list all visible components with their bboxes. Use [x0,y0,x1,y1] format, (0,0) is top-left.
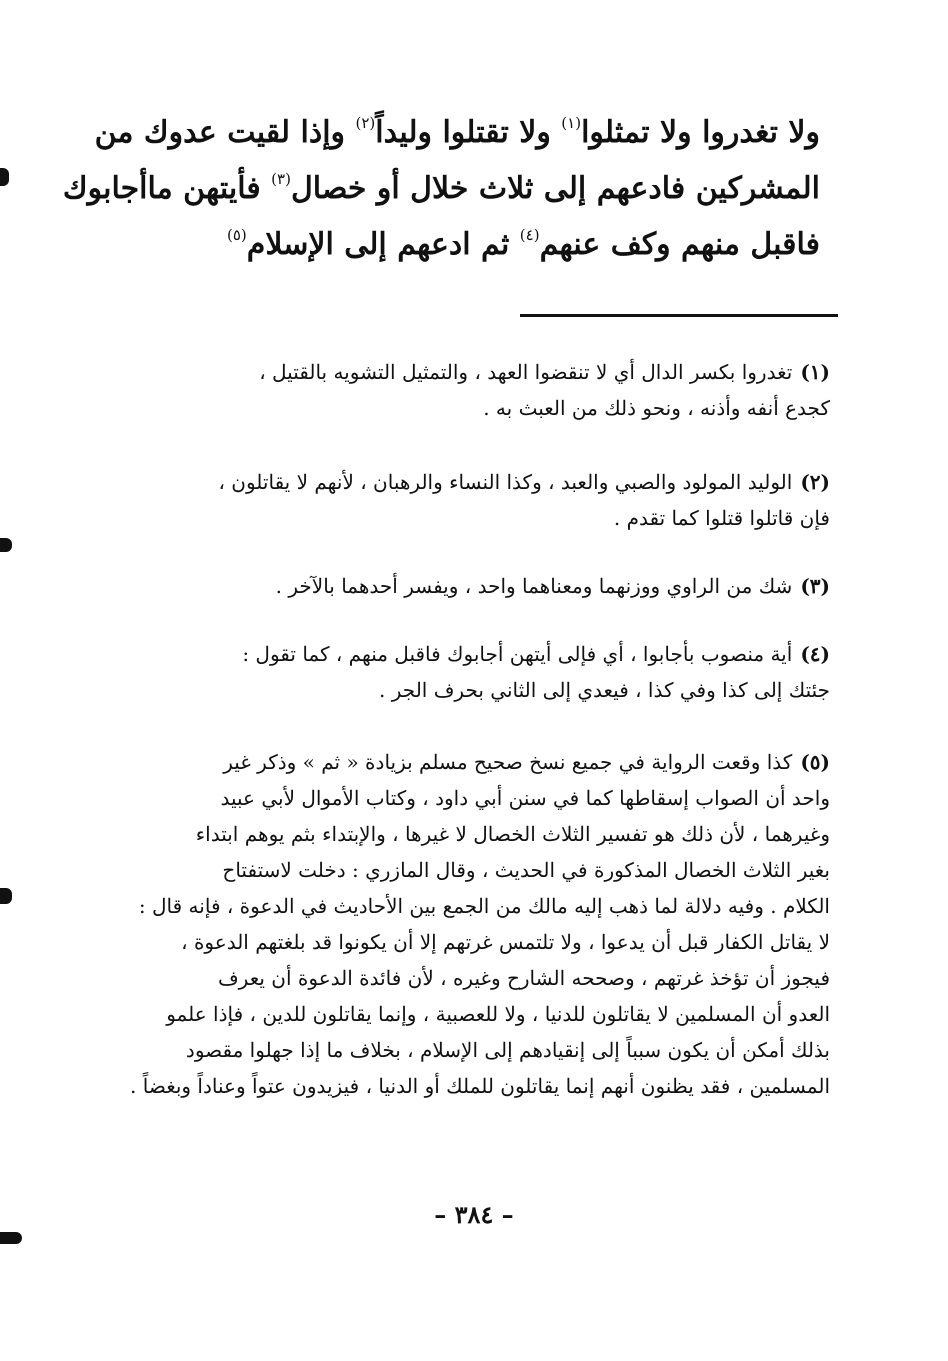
footnote-4-text-1: أية منصوب بأجابوا ، أي فإلى أيتهن أجابوك فاقبل منهم ، كما تقول : [242,642,793,666]
scan-edge-mark-1 [0,168,9,186]
footnote-5-line-5: الكلام . وفيه دلالة لما ذهب إليه مالك من الجمع بين الأحاديث في الدعوة ، فإنه قال : [138,894,830,918]
main-line-2 [62,161,820,217]
footnote-ref-2: (٢) [355,114,376,132]
footnote-2 [110,464,830,536]
footnote-5-line-2: واحد أن الصواب إسقاطها كما في سنن أبي داود ، وكتاب الأموال لأبي عبيد [220,786,830,810]
footnote-3-line-1 [110,568,830,604]
footnote-1-line-1 [110,354,830,390]
footnote-1-line-2: كجدع أنفه وأذنه ، ونحو ذلك من العبث به . [483,396,830,420]
footnote-1-number: (١) [800,360,830,384]
main-line-1 [94,105,820,161]
footnote-5-line-6: لا يقاتل الكفار قبل أن يدعوا ، ولا تلتمس غرتهم إلا أن يكونوا قد بلغتهم الدعوة ، [181,930,830,954]
footnote-5-line-4: بغير الثلاث الخصال المذكورة في الحديث ، وقال المازري : دخلت لاستفتاح [222,858,830,882]
main-line-1-part-1: ولا تغدروا ولا تمثلوا [581,115,820,150]
main-line-1-part-3: وإذا لقيت عدوك من [94,115,356,150]
scan-edge-mark-4 [0,1232,22,1244]
main-line-3 [100,217,820,273]
main-line-3-part-1: فاقبل منهم وكف عنهم [539,227,820,262]
footnote-separator-rule [520,314,838,317]
main-line-3-part-2: ثم ادعهم إلى الإسلام [246,227,520,262]
main-text [62,105,820,273]
footnote-3 [110,568,830,604]
footnote-5-text-1: كذا وقعت الرواية في جميع نسخ صحيح مسلم بزيادة « ثم » وذكر غير [223,750,793,774]
footnote-5-line-9: بذلك أمكن أن يكون سبباً إلى إنقيادهم إلى الإسلام ، بخلاف ما إذا جهلوا مقصود [185,1038,830,1062]
main-line-2-part-1: المشركين فادعهم إلى ثلاث خلال أو خصال [290,171,820,206]
footnote-4-line-2: جئتك إلى كذا وفي كذا ، فيعدي إلى الثاني بحرف الجر . [379,678,830,702]
footnote-1 [110,354,830,426]
footnote-1-text-1: تغدروا بكسر الدال أي لا تنقضوا العهد ، والتمثيل التشويه بالقتيل ، [259,360,793,384]
footnote-ref-4: (٤) [519,226,540,244]
footnote-ref-1: (١) [561,114,582,132]
footnote-2-line-1 [110,464,830,500]
footnote-5-line-1 [110,744,830,780]
footnote-2-line-2: فإن قاتلوا قتلوا كما تقدم . [613,506,830,530]
footnote-5-line-8: العدو أن المسلمين لا يقاتلون للدنيا ، ولا للعصبية ، وإنما يقاتلون للدين ، فإذا علمو [166,1002,830,1026]
footnote-5 [110,744,830,1104]
footnote-4-number: (٤) [800,642,830,666]
footnote-4 [110,636,830,708]
footnote-4-line-1 [110,636,830,672]
main-line-2-part-2: فأيتهن ماأجابوك [62,171,272,206]
page-number: – ٣٨٤ – [434,1200,514,1229]
scan-edge-mark-3 [0,888,12,904]
footnote-ref-5: (٥) [226,226,247,244]
footnote-5-line-3: وغيرهما ، لأن ذلك هو تفسير الثلاث الخصال لا غيرها ، والإبتداء بثم يوهم ابتداء [195,822,830,846]
footnote-2-number: (٢) [800,470,830,494]
footnote-3-text-1: شك من الراوي ووزنهما ومعناهما واحد ، ويفسر أحدهما بالآخر . [275,574,793,598]
footnote-ref-3: (٣) [271,170,291,188]
scan-edge-mark-2 [0,538,12,552]
footnote-5-line-10: المسلمين ، فقد يظنون أنهم إنما يقاتلون للملك أو الدنيا ، فيزيدون عتواً وعناداً وبغضاً . [130,1074,830,1098]
footnote-3-number: (٣) [800,574,830,598]
footnote-5-line-7: فيجوز أن تؤخذ غرتهم ، وصححه الشارح وغيره ، لأن فائدة الدعوة أن يعرف [217,966,830,990]
main-line-1-part-2: ولا تقتلوا وليداً [375,115,562,150]
footnote-5-number: (٥) [800,750,830,774]
footnote-2-text-1: الوليد المولود والصبي والعبد ، وكذا النساء والرهبان ، لأنهم لا يقاتلون ، [218,470,793,494]
